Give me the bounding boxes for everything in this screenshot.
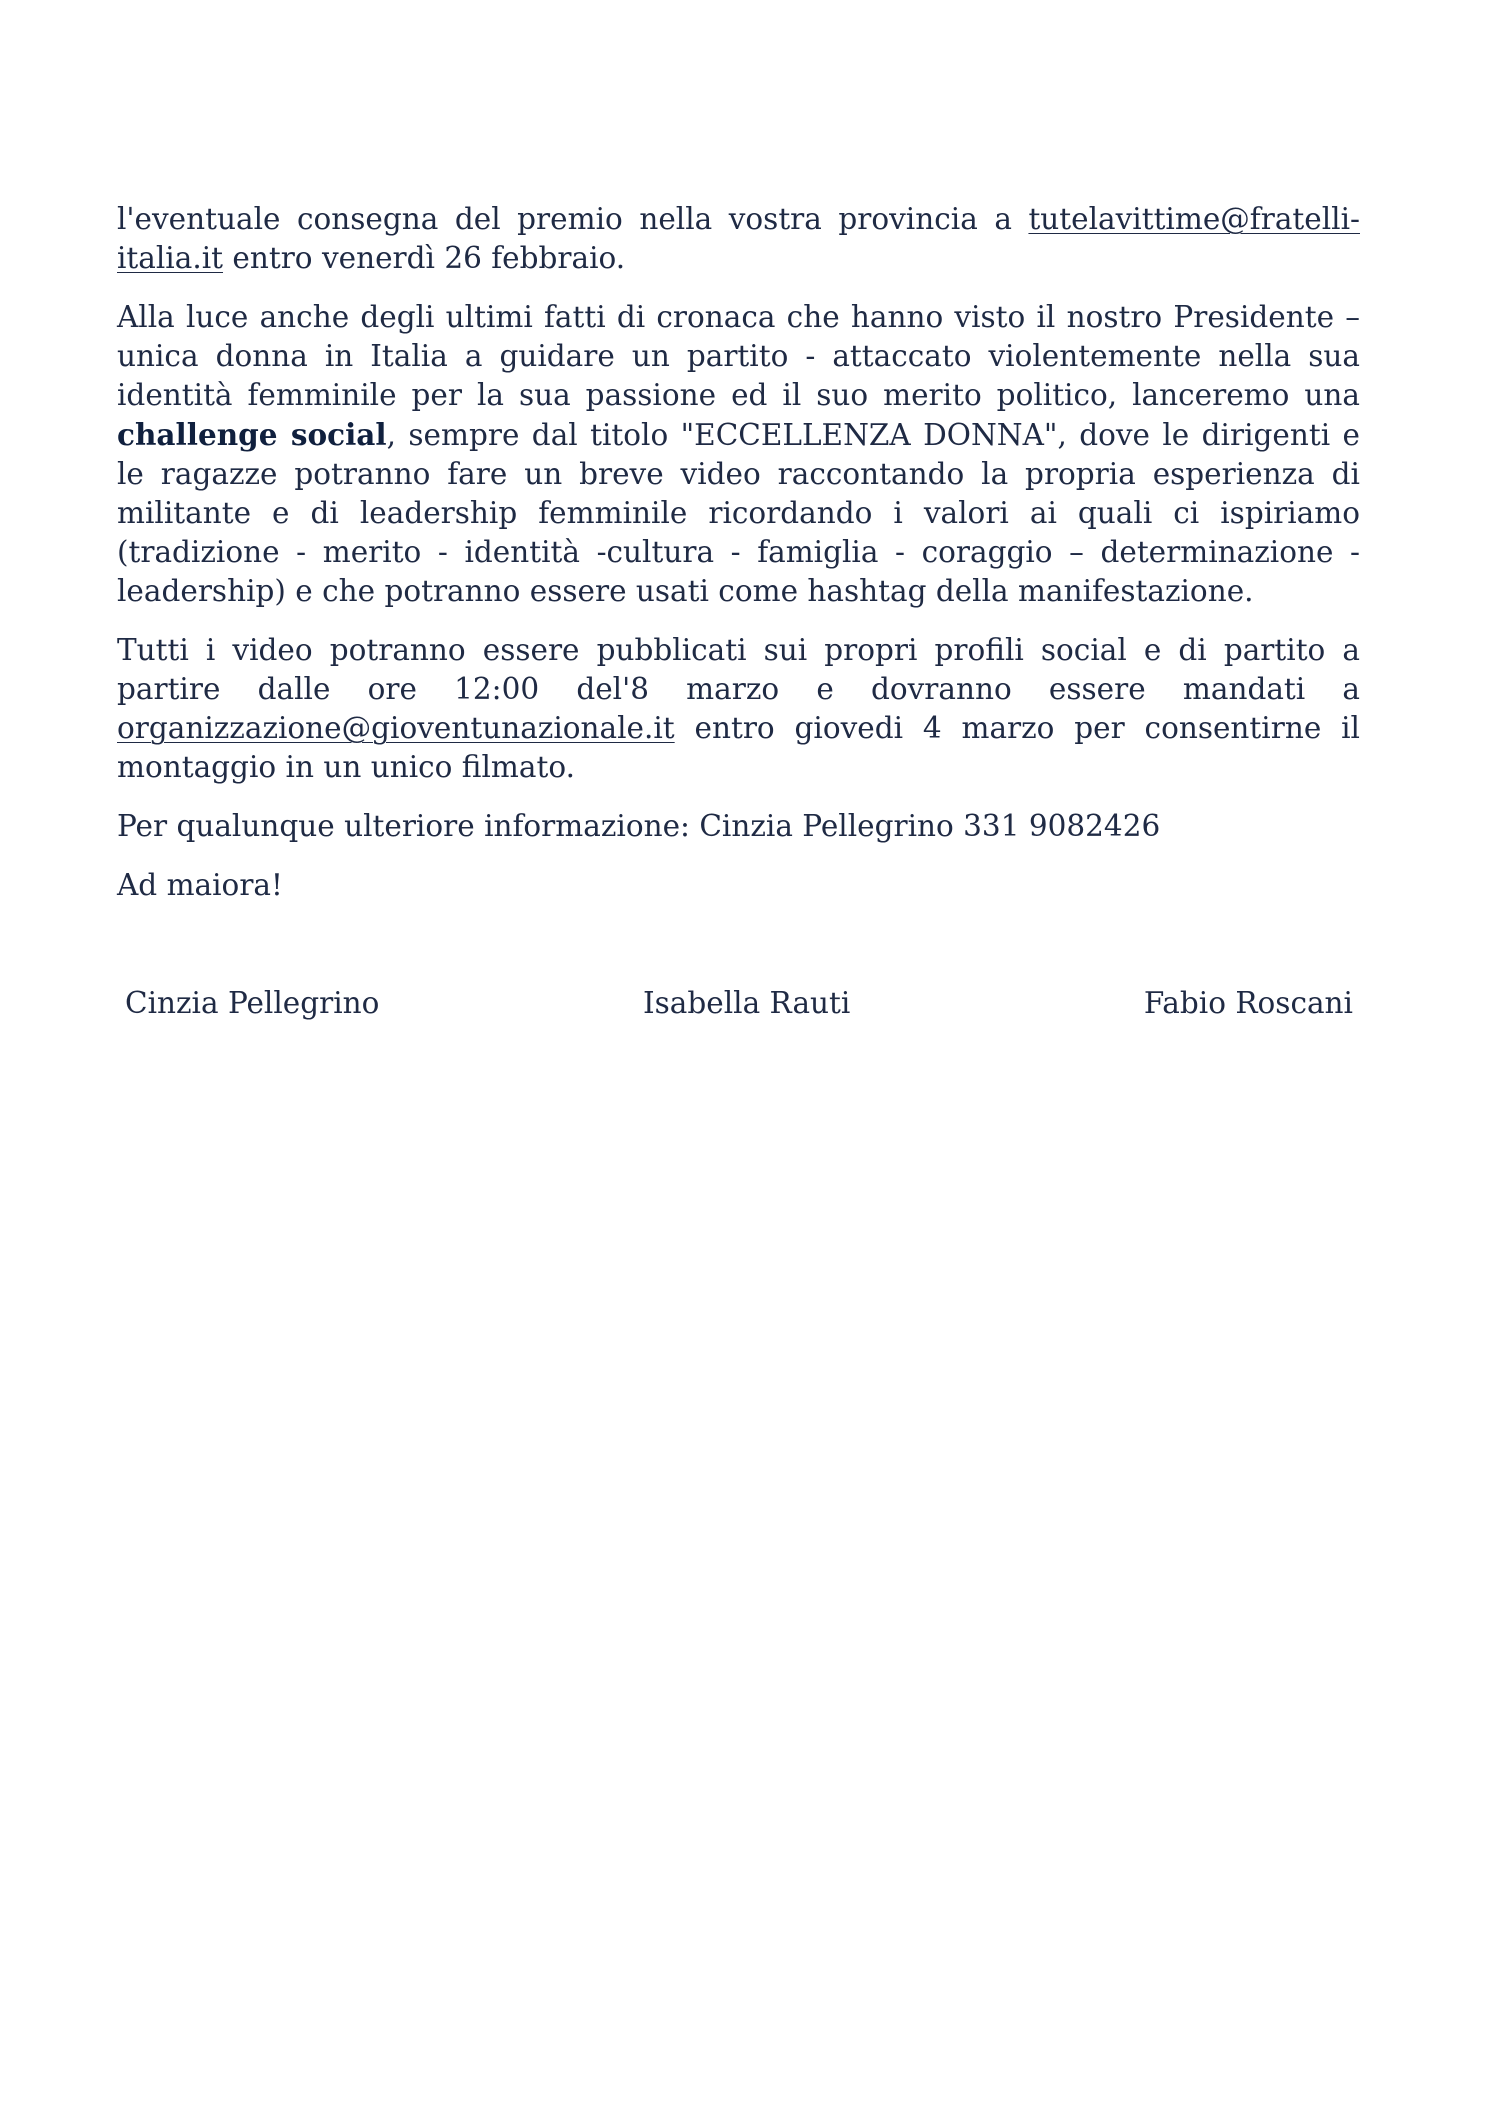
paragraph-text: l'eventuale consegna del premio nella vostra provincia a [117, 202, 1029, 236]
paragraph-challenge-social [117, 298, 1360, 611]
signatory-name: Isabella Rauti [643, 986, 851, 1020]
email-link-organizzazione[interactable]: organizzazione@gioventunazionale.it [117, 711, 675, 745]
info-contact-line: Per qualunque ulteriore informazione: Cinzia Pellegrino 331 9082426 [117, 809, 1161, 843]
signature-block [125, 984, 1353, 1028]
letter-body [117, 200, 1360, 925]
paragraph-text: entro giovedi 4 marzo per consentirne il montaggio in un unico filmato. [117, 711, 1360, 784]
signatory-name: Cinzia Pellegrino [125, 986, 380, 1020]
challenge-social-emphasis: challenge social [117, 417, 387, 452]
paragraph-text: entro venerdì 26 febbraio. [223, 241, 626, 275]
paragraph-text: , sempre dal titolo "ECCELLENZA DONNA", dove le dirigenti e le ragazze potranno fare un breve video raccontando la propria esperienza di militante e di leadership femminile ricordando i valori ai quali ci ispiriamo (tradizione - merito - identità -cultura - famiglia - coraggio – determinazione - leadership) e che potranno essere usati come hashtag della manifestazione. [117, 418, 1360, 608]
signatory-name: Fabio Roscani [1143, 986, 1353, 1020]
paragraph-award-delivery [117, 200, 1360, 278]
paragraph-text: Alla luce anche degli ultimi fatti di cronaca che hanno visto il nostro Presidente – unica donna in Italia a guidare un partito - attaccato violentemente nella sua identità femminile per la sua passione ed il suo merito politico, lanceremo una [117, 300, 1360, 412]
email-link-tutela-vittime[interactable]: tutelavittime@fratelli-italia.it [117, 202, 1360, 275]
paragraph-video-submission [117, 631, 1360, 787]
closing-salutation: Ad maiora! [117, 868, 283, 902]
paragraph-text: Tutti i video potranno essere pubblicati sui propri profili social e di partito a partire dalle ore 12:00 del'8 marzo e dovranno essere mandati a [117, 633, 1360, 706]
